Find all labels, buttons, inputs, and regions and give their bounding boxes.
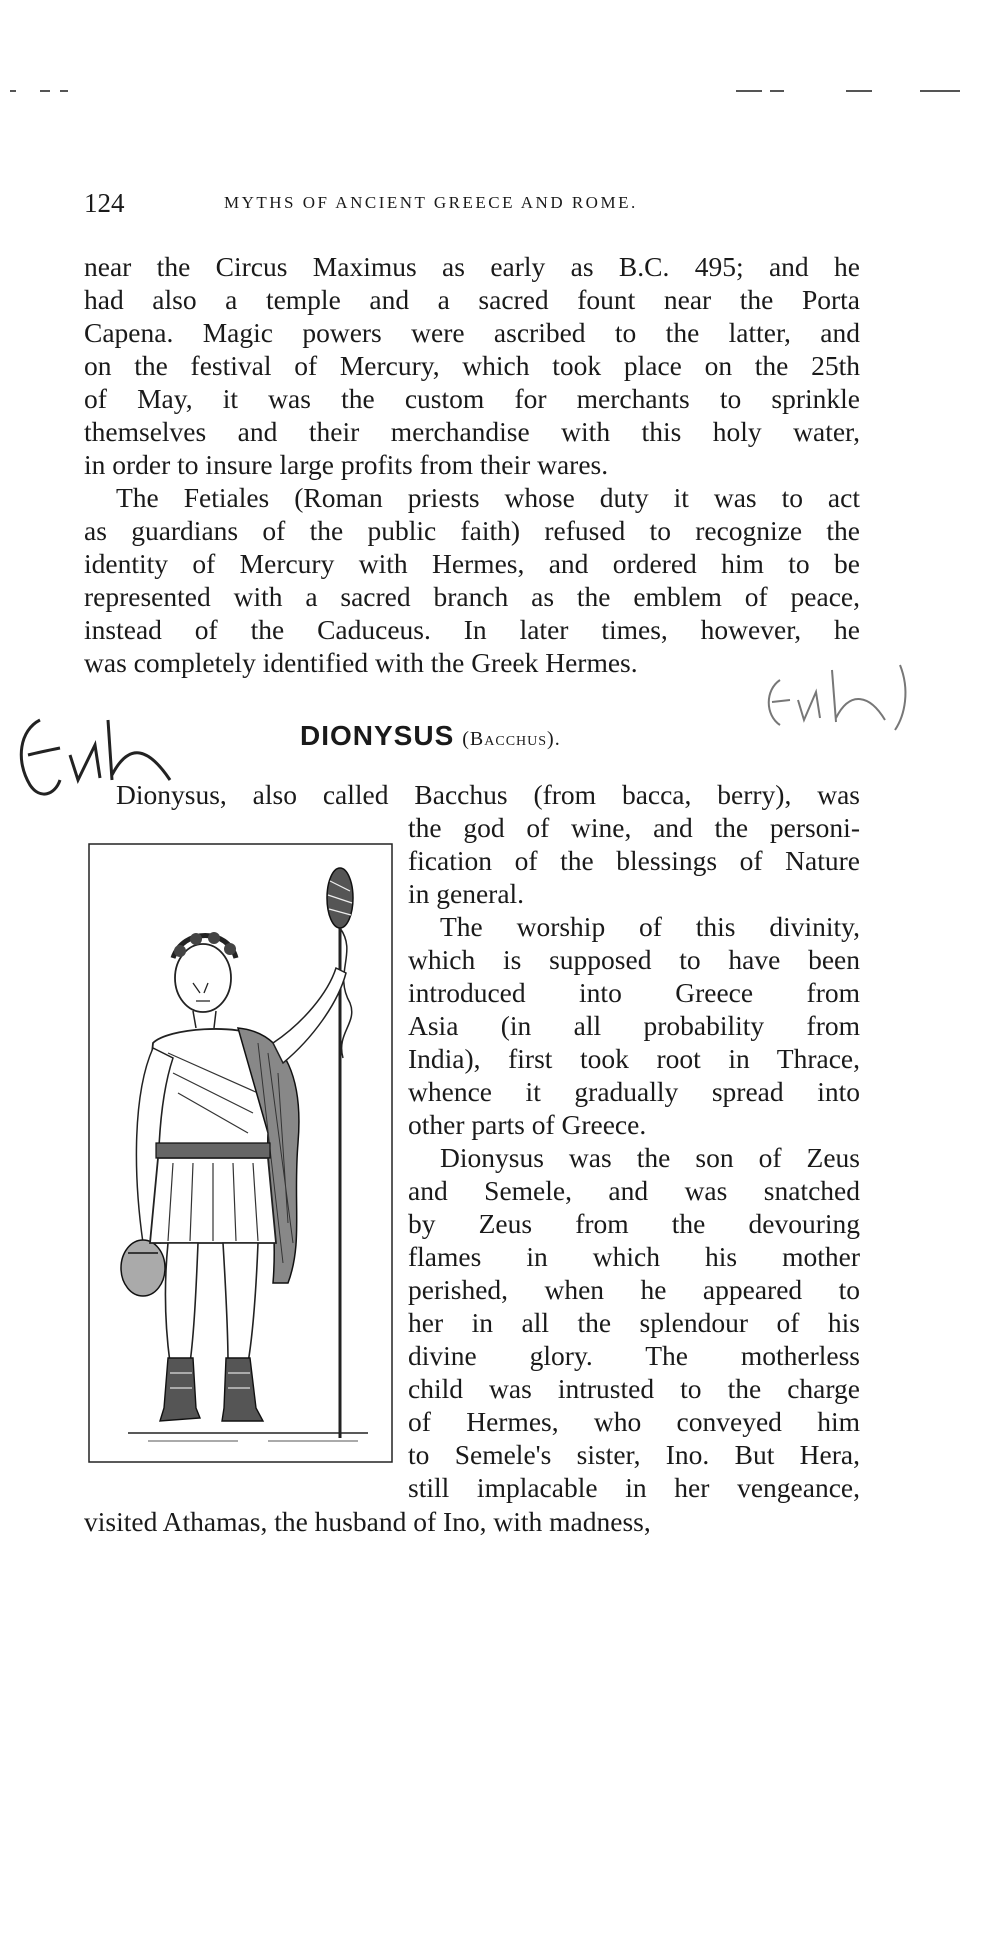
text-line: whence it gradually spread into — [408, 1076, 860, 1107]
section-title: DIONYSUS — [300, 720, 455, 751]
scan-artifact — [736, 90, 762, 92]
text-line: Asia (in all probability from — [408, 1010, 860, 1041]
text-line: still implacable in her vengeance, — [408, 1472, 860, 1503]
text-line: was completely identified with the Greek Hermes. — [84, 647, 638, 678]
text-line: India), first took root in Thrace, — [408, 1043, 860, 1074]
scan-artifact — [846, 90, 872, 92]
text-line: had also a temple and a sacred fount near the Porta — [84, 284, 860, 315]
text-line: her in all the splendour of his — [408, 1307, 860, 1338]
dionysus-engraving-image — [88, 843, 393, 1463]
scan-artifact — [60, 90, 68, 92]
text-line: as guardians of the public faith) refused to recognize the — [84, 515, 860, 546]
text-line: Dionysus was the son of Zeus — [440, 1142, 860, 1173]
text-line: and Semele, and was snatched — [408, 1175, 860, 1206]
text-line: The Fetiales (Roman priests whose duty it was to act — [116, 482, 860, 513]
text-line: by Zeus from the devouring — [408, 1208, 860, 1239]
text-line: flames in which his mother — [408, 1241, 860, 1272]
text-line: on the festival of Mercury, which took place on the 25th — [84, 350, 860, 381]
text-line: to Semele's sister, Ino. But Hera, — [408, 1439, 860, 1470]
text-line: other parts of Greece. — [408, 1109, 647, 1140]
text-line: which is supposed to have been — [408, 944, 860, 975]
scan-artifact — [40, 90, 50, 92]
text-line: near the Circus Maximus as early as B.C. 495; and he — [84, 251, 860, 282]
text-line: of Hermes, who conveyed him — [408, 1406, 860, 1437]
text-line: in general. — [408, 878, 525, 909]
page-header — [84, 188, 864, 224]
text-line: Dionysus, also called Bacchus (from bacca, berry), was — [116, 779, 860, 810]
text-line: of May, it was the custom for merchants to sprinkle — [84, 383, 860, 414]
text-line: perished, when he appeared to — [408, 1274, 860, 1305]
section-subtitle: (Bacchus). — [462, 728, 561, 750]
text-line: identity of Mercury with Hermes, and ordered him to be — [84, 548, 860, 579]
dionysus-illustration — [88, 843, 393, 1463]
text-line: fication of the blessings of Nature — [408, 845, 860, 876]
text-line: represented with a sacred branch as the emblem of peace, — [84, 581, 860, 612]
text-line: The worship of this divinity, — [440, 911, 860, 942]
text-line: instead of the Caduceus. In later times, however, he — [84, 614, 860, 645]
scan-artifact — [770, 90, 784, 92]
running-title: MYTHS OF ANCIENT GREECE AND ROME. — [224, 193, 638, 212]
text-line: visited Athamas, the husband of Ino, with madness, — [84, 1506, 651, 1537]
section-heading — [300, 720, 700, 753]
text-line: introduced into Greece from — [408, 977, 860, 1008]
text-line: themselves and their merchandise with this holy water, — [84, 416, 860, 447]
text-line: the god of wine, and the personi- — [408, 812, 860, 843]
page-number: 124 — [84, 188, 125, 218]
text-line: in order to insure large profits from their wares. — [84, 449, 609, 480]
text-line: divine glory. The motherless — [408, 1340, 860, 1371]
scan-artifact — [920, 90, 960, 92]
text-line: child was intrusted to the charge — [408, 1373, 860, 1404]
text-line: Capena. Magic powers were ascribed to the latter, and — [84, 317, 860, 348]
scan-artifact — [10, 90, 16, 92]
